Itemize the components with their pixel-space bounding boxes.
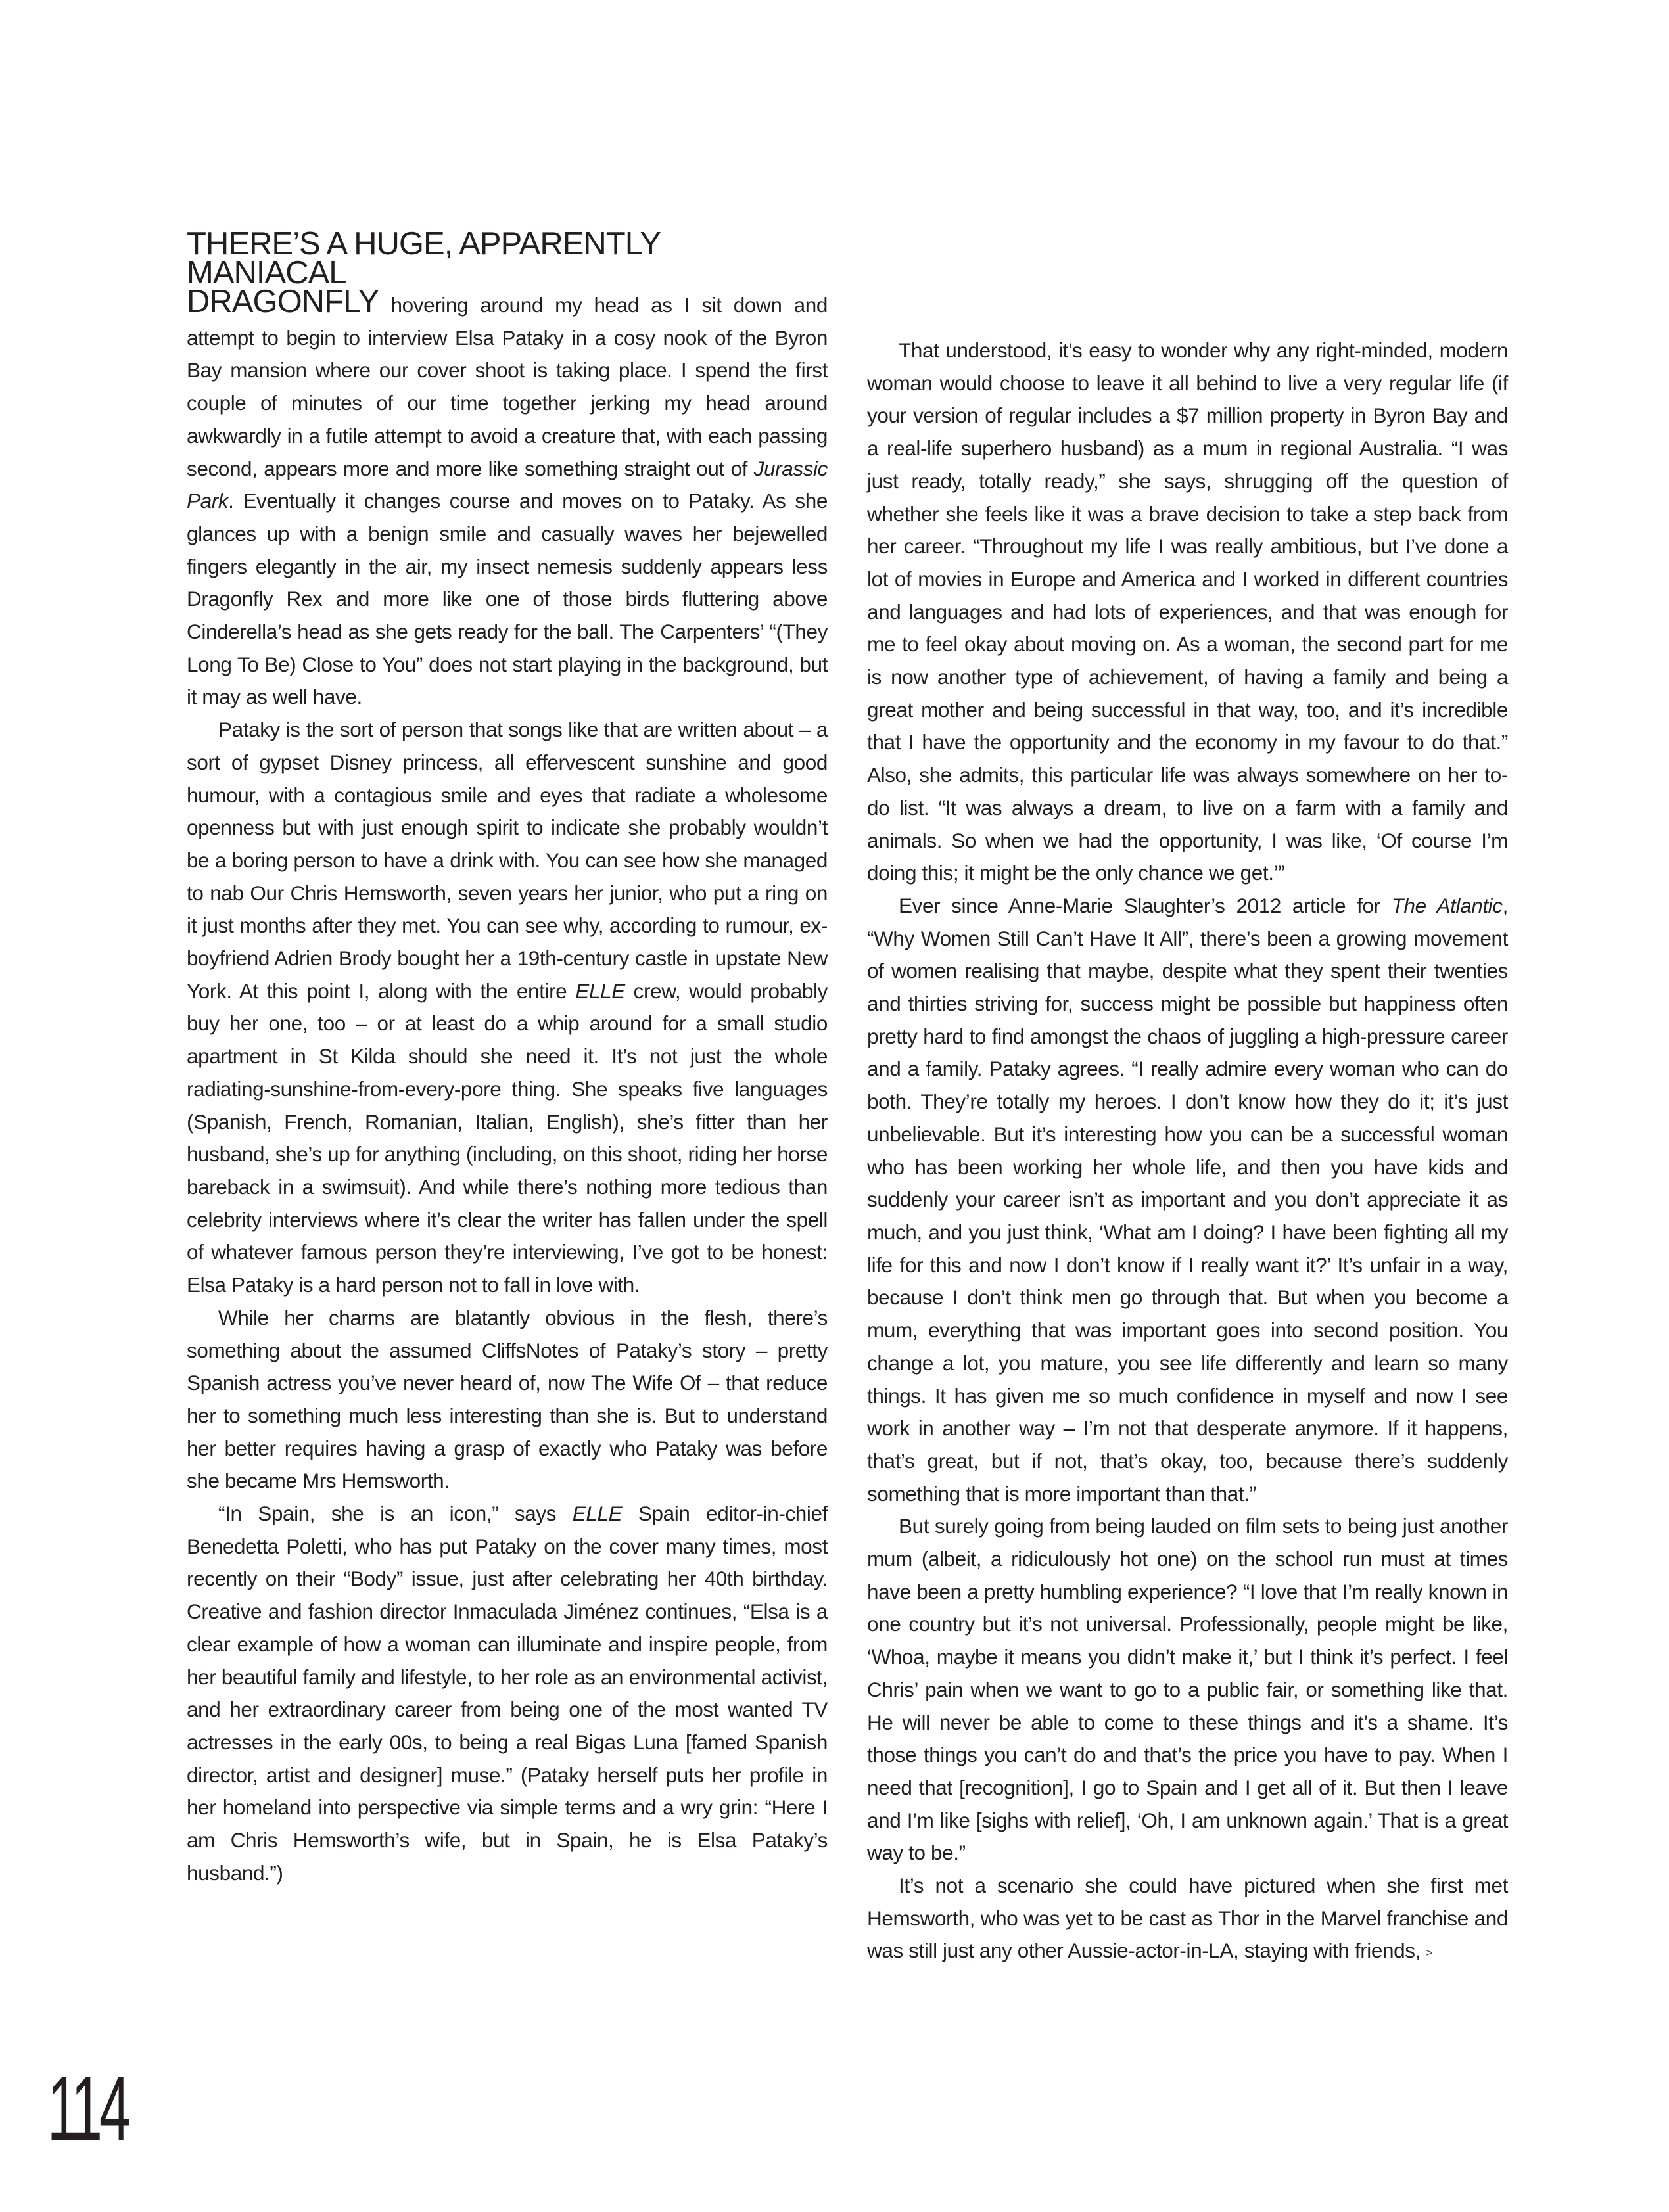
italic-title: Jurassic Park (187, 456, 828, 513)
lead-in-line-2: DRAGONFLY (187, 284, 379, 319)
article-paragraph: That understood, it’s easy to wonder why any right-minded, modern woman would choose to leave it all behind to live a very regular life (if your version of regular includes a $7 million property in Byron Bay and a real-life superhero husband) as a mum in regional Australia. “I was just ready, totally ready,” she says, shrugging off the question of whether she feels like it was a brave decision to take a step back from her career. “Throughout my life I was really ambitious, but I’ve done a lot of movies in Europe and America and I worked in different countries and languages and had lots of experiences, and that was enough for me to feel okay about moving on. As a woman, the second part for me is now another type of achievement, of having a family and being a great mother and being successful in that way, too, and it’s incredible that I have the opportunity and the economy in my favour to do that.” Also, she admits, this particular life was always somewhere on her to-do list. “It was always a dream, to live on a farm with a family and animals. So when we had the opportunity, I was like, ‘Of course I’m doing this; it might be the only chance we get.’” (867, 338, 1508, 885)
paragraph-text: “In Spain, she is an icon,” says (218, 1502, 573, 1526)
paragraph-text: Spain editor-in-chief Benedetta Poletti, who has put Pataky on the cover many times, most recently on their “Body” issue, just after celebrating her 40th birthday. Creative and fashion director Inmaculada Jiménez continues, “Elsa is a clear example of how a woman can illuminate and inspire people, from her beautiful family and lifestyle, to her role as an environmental activist, and her extraordinary career from being one of the most wanted TV actresses in the early 00s, to being a real Bigas Luna [famed Spanish director, artist and designer] muse.” (Pataky herself puts her profile in her homeland into perspective via simple terms and a wry grin: “Here I am Chris Hemsworth’s wife, but in Spain, he is Elsa Pataky’s husband.”) (187, 1502, 828, 1885)
article-paragraph: While her charms are blatantly obvious in the flesh, there’s something about the assumed CliffsNotes of Pataky’s story – pretty Spanish actress you’ve never heard of, now The Wife Of – that reduce her to something much less interesting than she is. But to understand her better requires having a grasp of exactly who Pataky was before she became Mrs Hemsworth. (187, 1305, 828, 1493)
article-left-column (187, 226, 828, 1889)
article-paragraph (187, 226, 828, 714)
paragraph-text: crew, would probably buy her one, too – or at least do a whip around for a small studio apartment in St Kilda should she need it. It’s not just the whole radiating-sunshine-from-every-pore thing. She speaks five languages (Spanish, French, Romanian, Italian, English), she’s fitter than her husband, she’s up for anything (including, on this shoot, riding her horse bareback in a swimsuit). And while there’s nothing more tedious than celebrity interviews where it’s clear the writer has fallen under the spell of whatever famous person they’re interviewing, I’ve got to be honest: Elsa Pataky is a hard person not to fall in love with. (187, 979, 828, 1297)
article-paragraph (867, 1870, 1508, 1970)
article-paragraph (187, 714, 828, 1302)
lead-in-line-1: THERE’S A HUGE, APPARENTLY MANIACAL (187, 226, 661, 290)
page-number: 114 (47, 2058, 128, 2159)
italic-title: The Atlantic (1391, 893, 1503, 917)
paragraph-text: hovering around my head as I sit down and attempt to begin to interview Elsa Pataky in a cosy nook of the Byron Bay mansion where our cover shoot is taking place. I spend the first couple of minutes of our time together jerking my head around awkwardly in a futile attempt to avoid a creature that, with each passing second, appears more and more like something straight out of (187, 293, 828, 480)
article-right-column (867, 334, 1508, 1970)
continued-marker: > (1426, 1947, 1432, 1960)
paragraph-text: Pataky is the sort of person that songs like that are written about – a sort of gypset Disney princess, all effervescent sunshine and good humour, with a contagious smile and eyes that radiate a wholesome openness but with just enough spirit to indicate she probably wouldn’t be a boring person to have a drink with. You can see how she managed to nab Our Chris Hemsworth, seven years her junior, who put a ring on it just months after they met. You can see why, according to rumour, ex-boyfriend Adrien Brody bought her a 19th-century castle in upstate New York. At this point I, along with the entire (187, 718, 828, 1003)
italic-title: ELLE (575, 979, 625, 1003)
article-paragraph (187, 1498, 828, 1889)
paragraph-text: . Eventually it changes course and moves on to Pataky. As she glances up with a benign smile and casually waves her bejewelled fingers elegantly in the air, my insect nemesis suddenly appears less Dragonfly Rex and more like one of those birds fluttering above Cinderella’s head as she gets ready for the ball. The Carpenters’ “(They Long To Be) Close to You” does not start playing in the background, but it may as well have. (187, 489, 828, 709)
paragraph-text: It’s not a scenario she could have pictured when she first met Hemsworth, who was yet to be cast as Thor in the Marvel franchise and was still just any other Aussie-actor-in-LA, staying with friends, (867, 1874, 1508, 1963)
paragraph-text: , “Why Women Still Can’t Have It All”, there’s been a growing movement of women realising that maybe, despite what they spent their twenties and thirties striving for, success might be possible but happiness often pretty hard to find amongst the chaos of juggling a high-pressure career and a family. Pataky agrees. “I really admire every woman who can do both. They’re totally my heroes. I don’t know how they do it; it’s just unbelievable. But it’s interesting how you can be a successful woman who has been working her whole life, and then you have kids and suddenly your career isn’t as important and you don’t appreciate it as much, and you just think, ‘What am I doing? I have been fighting all my life for this and now I don’t know if I really want it?’ It’s unfair in a way, because I don’t think men go through that. But when you become a mum, everything that was important goes into second position. You change a lot, you mature, you see life differently and learn so many things. It has given me so much confidence in myself and now I see work in another way – I’m not that desperate anymore. If it happens, that’s great, but if not, that’s okay, too, because there’s suddenly something that is more important than that.” (867, 893, 1508, 1506)
article-paragraph (867, 890, 1508, 1510)
paragraph-text: Ever since Anne-Marie Slaughter’s 2012 article for (899, 893, 1392, 917)
italic-title: ELLE (572, 1502, 623, 1526)
article-paragraph: But surely going from being lauded on film sets to being just another mum (albeit, a ridiculously hot one) on the school run must at times have been a pretty humbling experience? “I love that I’m really known in one country but it’s not universal. Professionally, people might be like, ‘Whoa, maybe it means you didn’t make it,’ but I think it’s perfect. I feel Chris’ pain when we want to go to a public fair, or something like that. He will never be able to come to these things and it’s a shame. It’s those things you can’t do and that’s the price you have to pay. When I need that [recognition], I go to Spain and I get all of it. But then I leave and I’m like [sighs with relief], ‘Oh, I am unknown again.’ That is a great way to be.” (867, 1514, 1508, 1865)
